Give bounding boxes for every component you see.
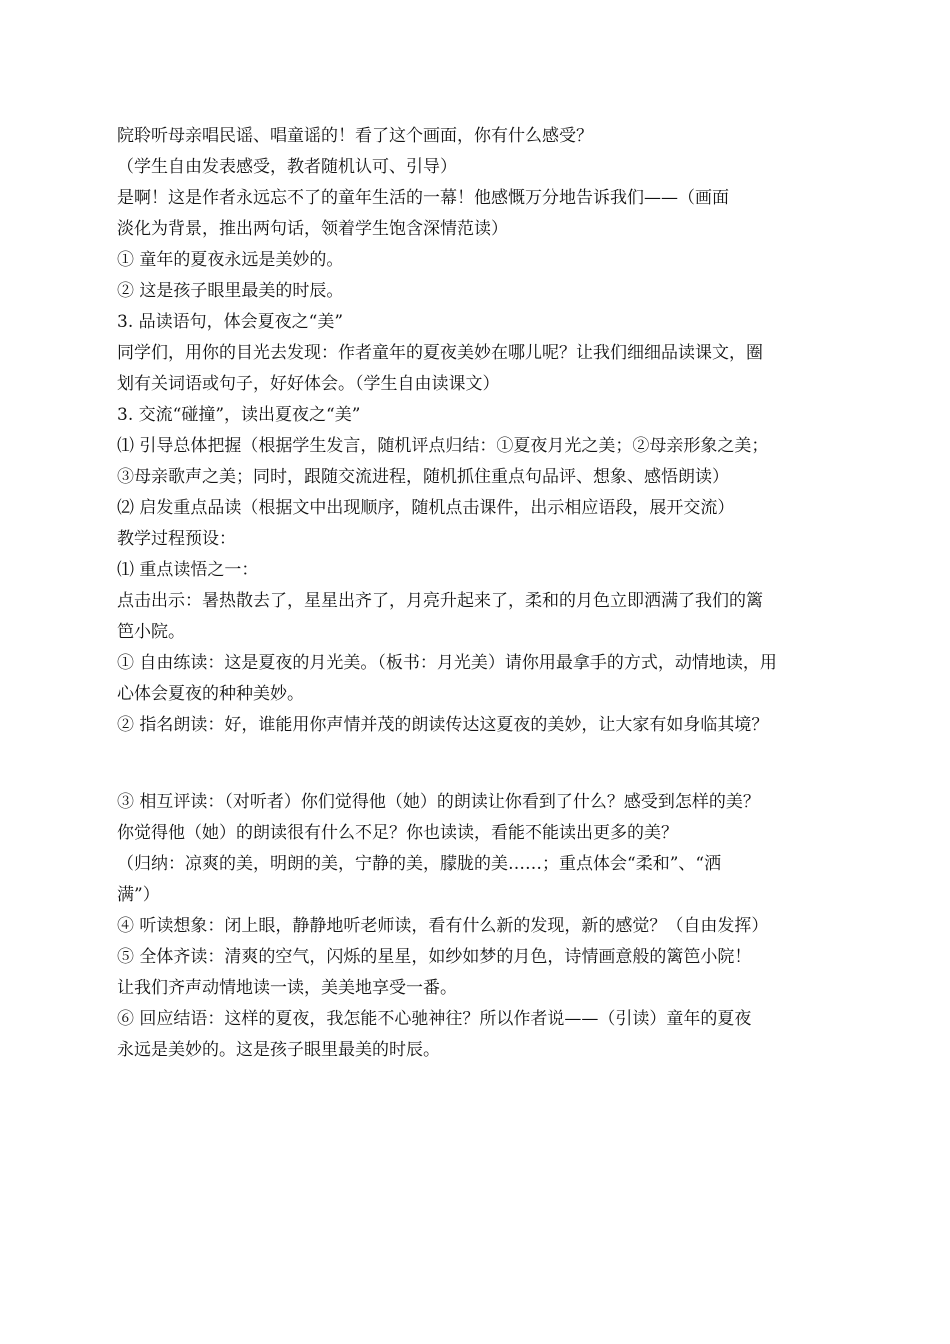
paragraph-line: ⑥ 回应结语：这样的夏夜，我怎能不心驰神往？所以作者说——（引读）童年的夏夜 [117,1009,752,1029]
paragraph-line: 笆小院。 [117,622,185,642]
paragraph-line: ⑵ 启发重点品读（根据文中出现顺序，随机点击课件，出示相应语段，展开交流） [117,498,735,518]
paragraph-line: 永远是美妙的。这是孩子眼里最美的时辰。 [117,1040,440,1060]
paragraph-line: 你觉得他（她）的朗读很有什么不足？你也读读，看能不能读出更多的美？ [117,823,678,843]
paragraph-line: ① 自由练读：这是夏夜的月光美。（板书：月光美）请你用最拿手的方式，动情地读，用 [117,653,777,673]
paragraph-line: 教学过程预设： [117,529,236,549]
paragraph-line: ① 童年的夏夜永远是美妙的。 [117,250,344,270]
paragraph-line: （学生自由发表感受，教者随机认可、引导） [117,157,457,177]
section-heading: 3. 品读语句，体会夏夜之“美” [117,312,344,332]
section-heading: 3. 交流“碰撞”，读出夏夜之“美” [117,405,361,425]
paragraph-line: ⑴ 引导总体把握（根据学生发言，随机评点归结：①夏夜月光之美；②母亲形象之美； [117,436,769,456]
blank-spacer [117,741,837,787]
paragraph-line: 同学们，用你的目光去发现：作者童年的夏夜美妙在哪儿呢？让我们细细品读课文，圈 [117,343,763,363]
paragraph-line: ⑤ 全体齐读：清爽的空气，闪烁的星星，如纱如梦的月色，诗情画意般的篱笆小院！ [117,947,752,967]
paragraph-line: 院聆听母亲唱民谣、唱童谣的！看了这个画面，你有什么感受？ [117,126,593,146]
paragraph-line: 划有关词语或句子，好好体会。（学生自由读课文） [117,374,500,394]
paragraph-line: （归纳：凉爽的美，明朗的美，宁静的美，朦胧的美……；重点体会“柔和”、“洒 [117,854,722,874]
paragraph-line: ④ 听读想象：闭上眼，静静地听老师读，看有什么新的发现，新的感觉？（自由发挥） [117,916,769,936]
paragraph-line: 淡化为背景，推出两句话，领着学生饱含深情范读） [117,219,508,239]
paragraph-line: 点击出示：暑热散去了，星星出齐了，月亮升起来了，柔和的月色立即洒满了我们的篱 [117,591,763,611]
paragraph-line: 心体会夏夜的种种美妙。 [117,684,304,704]
paragraph-line: ⑴ 重点读悟之一： [117,560,259,580]
paragraph-line: ② 这是孩子眼里最美的时辰。 [117,281,344,301]
paragraph-line: ③ 相互评读：（对听者）你们觉得他（她）的朗读让你看到了什么？感受到怎样的美？ [117,792,760,812]
document-body [117,121,837,1066]
paragraph-line: ③母亲歌声之美；同时，跟随交流进程，随机抓住重点句品评、想象、感悟朗读） [117,467,729,487]
paragraph-line: ② 指名朗读：好，谁能用你声情并茂的朗读传达这夏夜的美妙，让大家有如身临其境？ [117,715,769,735]
paragraph-line: 是啊！这是作者永远忘不了的童年生活的一幕！他感慨万分地告诉我们——（画面 [117,188,729,208]
paragraph-line: 让我们齐声动情地读一读，美美地享受一番。 [117,978,457,998]
paragraph-line: 满”） [117,885,160,905]
